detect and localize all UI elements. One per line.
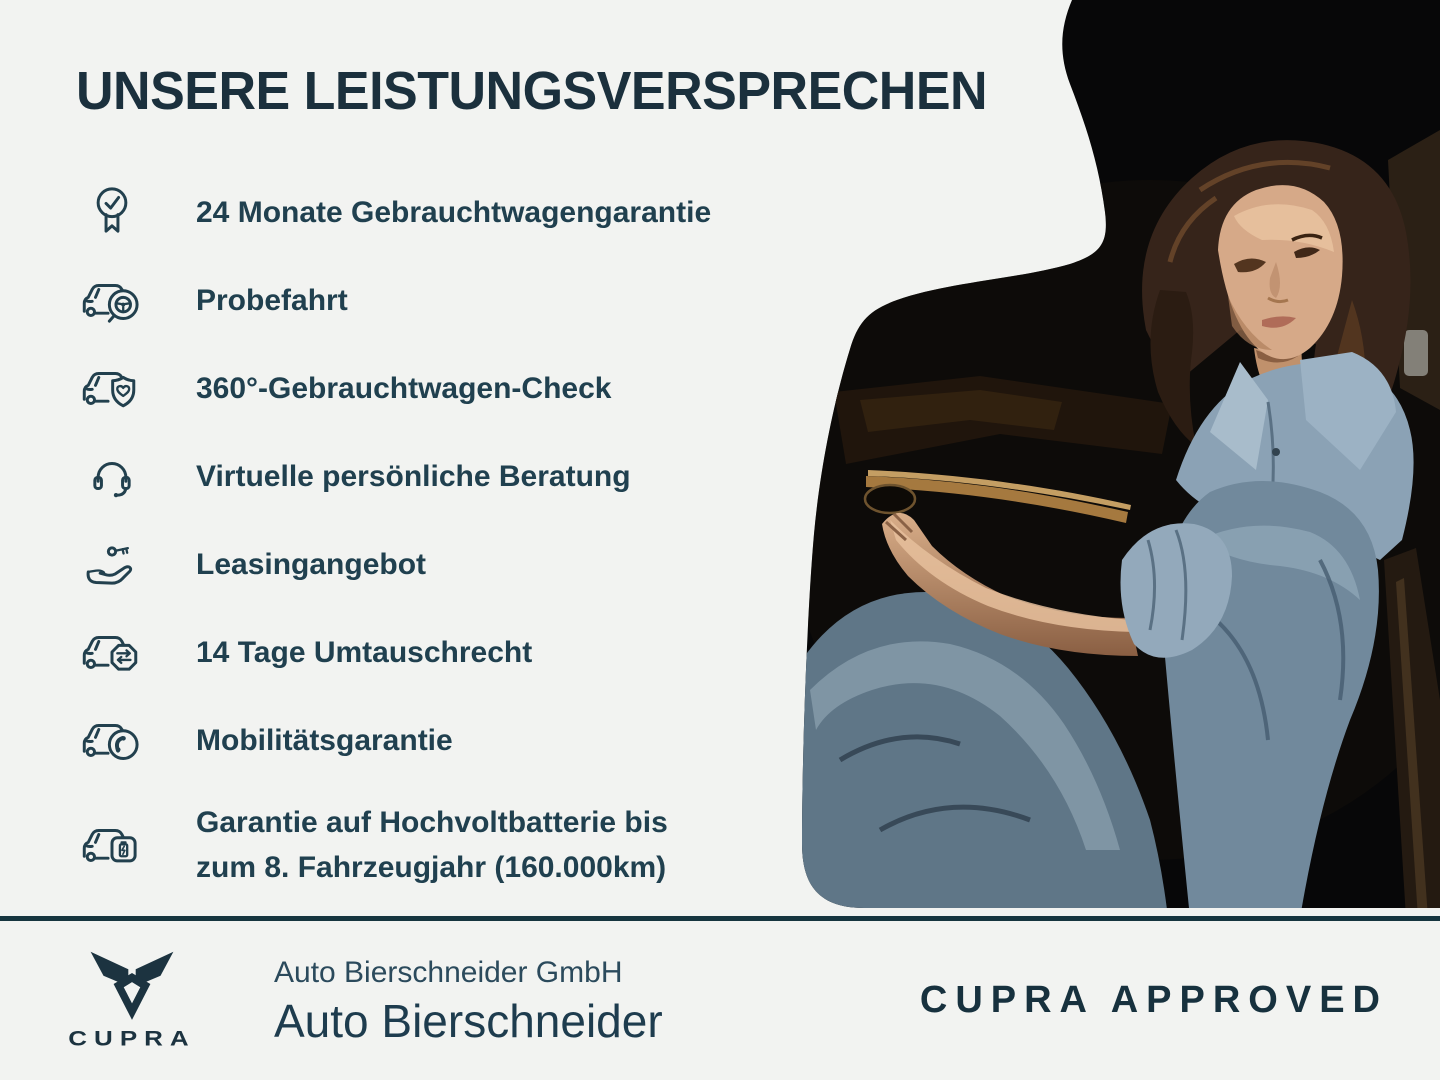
hand-key-icon <box>76 531 148 597</box>
benefit-battery-warranty <box>76 784 726 906</box>
benefits-list <box>76 168 726 906</box>
benefit-test-drive <box>76 256 726 344</box>
cupra-logo <box>46 947 218 1054</box>
award-check-icon <box>76 179 148 245</box>
benefit-label: 360°-Gebrauchtwagen-Check <box>196 371 612 405</box>
benefit-warranty <box>76 168 726 256</box>
dealer-footer <box>0 921 1440 1080</box>
benefit-label: Garantie auf Hochvoltbatterie bis zum 8. Fahrzeugjahr (160.000km) <box>196 806 668 884</box>
door-handle <box>865 485 915 513</box>
car-phone-icon <box>76 707 148 773</box>
dealer-company: Auto Bierschneider GmbH <box>274 955 623 989</box>
car-exchange-icon <box>76 619 148 685</box>
benefit-label: Leasingangebot <box>196 547 427 581</box>
benefit-consultation <box>76 432 726 520</box>
benefit-label: 14 Tage Umtauschrecht <box>196 635 533 669</box>
benefit-leasing <box>76 520 726 608</box>
headset-icon <box>76 443 148 509</box>
cupra-approved-label: CUPRA APPROVED <box>919 979 1388 1021</box>
dealer-info <box>274 953 663 1049</box>
car-test-drive-icon <box>76 267 148 333</box>
benefit-label: 24 Monate Gebrauchtwagengarantie <box>196 195 712 229</box>
car-battery-icon <box>76 812 148 878</box>
car-check-shield-icon <box>76 355 148 421</box>
benefit-label: Probefahrt <box>196 283 348 317</box>
cupra-wordmark: CUPRA <box>68 1025 196 1051</box>
dealer-name: Auto Bierschneider <box>274 994 663 1047</box>
page-title: UNSERE LEISTUNGSVERSPRECHEN <box>76 61 988 122</box>
benefit-mobility <box>76 696 726 784</box>
cupra-emblem-icon <box>86 947 178 1021</box>
benefit-360-check <box>76 344 726 432</box>
benefit-label: Mobilitätsgarantie <box>196 723 453 757</box>
benefit-label: Virtuelle persönliche Beratung <box>196 459 631 493</box>
benefit-exchange <box>76 608 726 696</box>
